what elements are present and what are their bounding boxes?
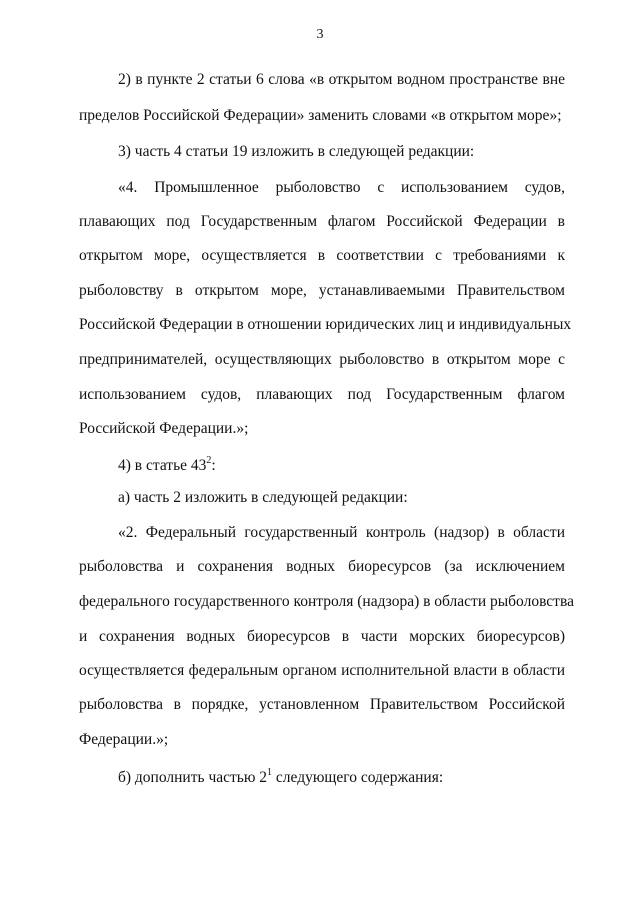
paragraph-line: «4. Промышленное рыболовство с использованием судов, <box>118 179 565 196</box>
line-text: б) дополнить частью 2 <box>118 769 268 786</box>
paragraph-line <box>118 768 565 788</box>
page-number: 3 <box>316 27 324 42</box>
paragraph-line: плавающих под Государственным флагом Российской Федерации в <box>79 213 565 230</box>
paragraph-line: рыболовства в порядке, установленном Правительством Российской <box>79 696 565 713</box>
paragraph-line: федерального государственного контроля (надзора) в области рыболовства <box>79 593 574 610</box>
paragraph-line: 3) часть 4 статьи 19 изложить в следующей редакции: <box>118 143 475 160</box>
paragraph-line: Российской Федерации в отношении юридических лиц и индивидуальных <box>79 316 572 333</box>
paragraph-line: рыболовства и сохранения водных биоресурсов (за исключением <box>79 558 565 575</box>
paragraph-line: Федерации.»; <box>79 731 169 748</box>
paragraph-line: пределов Российской Федерации» заменить словами «в открытом море»; <box>79 107 562 124</box>
superscript: 1 <box>267 766 273 778</box>
line-text: : <box>211 457 216 474</box>
paragraph-line: 2) в пункте 2 статьи 6 слова «в открытом водном пространстве вне <box>118 71 565 88</box>
paragraph-line: рыболовству в открытом море, устанавливаемыми Правительством <box>79 282 565 299</box>
paragraph-line: и сохранения водных биоресурсов в части морских биоресурсов) <box>79 628 565 645</box>
paragraph-line: а) часть 2 изложить в следующей редакции: <box>118 489 408 506</box>
paragraph-line: использованием судов, плавающих под Государственным флагом <box>79 386 565 403</box>
line-text: следующего содержания: <box>272 769 444 786</box>
superscript: 2 <box>206 454 212 466</box>
paragraph-line: открытом море, осуществляется в соответствии с требованиями к <box>79 247 565 264</box>
line-text: 4) в статье 43 <box>118 457 207 474</box>
paragraph-line: предпринимателей, осуществляющих рыболовство в открытом море с <box>79 351 565 368</box>
paragraph-line: Российской Федерации.»; <box>79 420 249 437</box>
paragraph-line: осуществляется федеральным органом исполнительной власти в области <box>79 662 565 679</box>
paragraph-line: «2. Федеральный государственный контроль (надзор) в области <box>118 524 565 541</box>
paragraph-line <box>118 456 565 476</box>
